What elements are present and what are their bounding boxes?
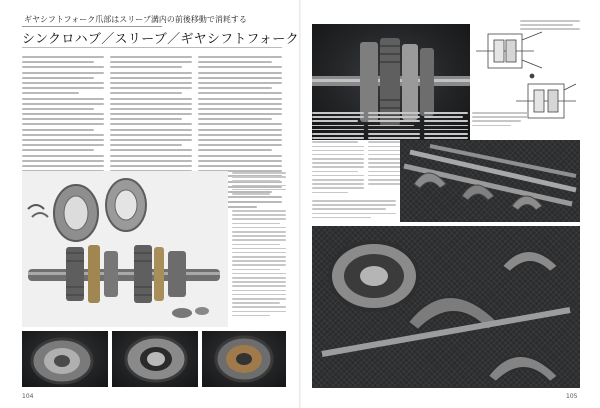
synchro-parts-photo bbox=[22, 171, 228, 327]
detail-illustration-2 bbox=[112, 331, 198, 387]
right-caption-4 bbox=[312, 200, 396, 221]
detail-photo-3 bbox=[202, 331, 286, 387]
diagram-caption-top bbox=[520, 20, 580, 33]
page-number-right: 105 bbox=[566, 393, 578, 400]
body-text-column-4 bbox=[232, 210, 286, 319]
page-number-left: 104 bbox=[22, 393, 34, 400]
synchro-parts-illustration bbox=[22, 171, 228, 327]
sleeve-and-fork-illustration bbox=[312, 226, 580, 388]
title-rule-top bbox=[22, 26, 162, 27]
page-gutter bbox=[299, 0, 301, 408]
shift-fork-photo bbox=[400, 140, 580, 222]
detail-illustration-3 bbox=[202, 331, 286, 387]
photo-caption-left bbox=[232, 172, 286, 197]
article-title: シンクロハブ／スリーブ／ギヤシフトフォーク bbox=[22, 32, 299, 47]
detail-illustration-1 bbox=[22, 331, 108, 387]
right-caption-1 bbox=[312, 112, 364, 196]
detail-photo-2 bbox=[112, 331, 198, 387]
article-subtitle: ギヤシフトフォーク爪部はスリーブ溝内の前後移動で消耗する bbox=[24, 15, 247, 24]
detail-photo-1 bbox=[22, 331, 108, 387]
title-rule-bottom bbox=[22, 47, 282, 48]
sleeve-and-fork-photo bbox=[312, 226, 580, 388]
diagram-caption-bottom bbox=[472, 112, 528, 129]
shift-fork-illustration bbox=[400, 140, 580, 222]
